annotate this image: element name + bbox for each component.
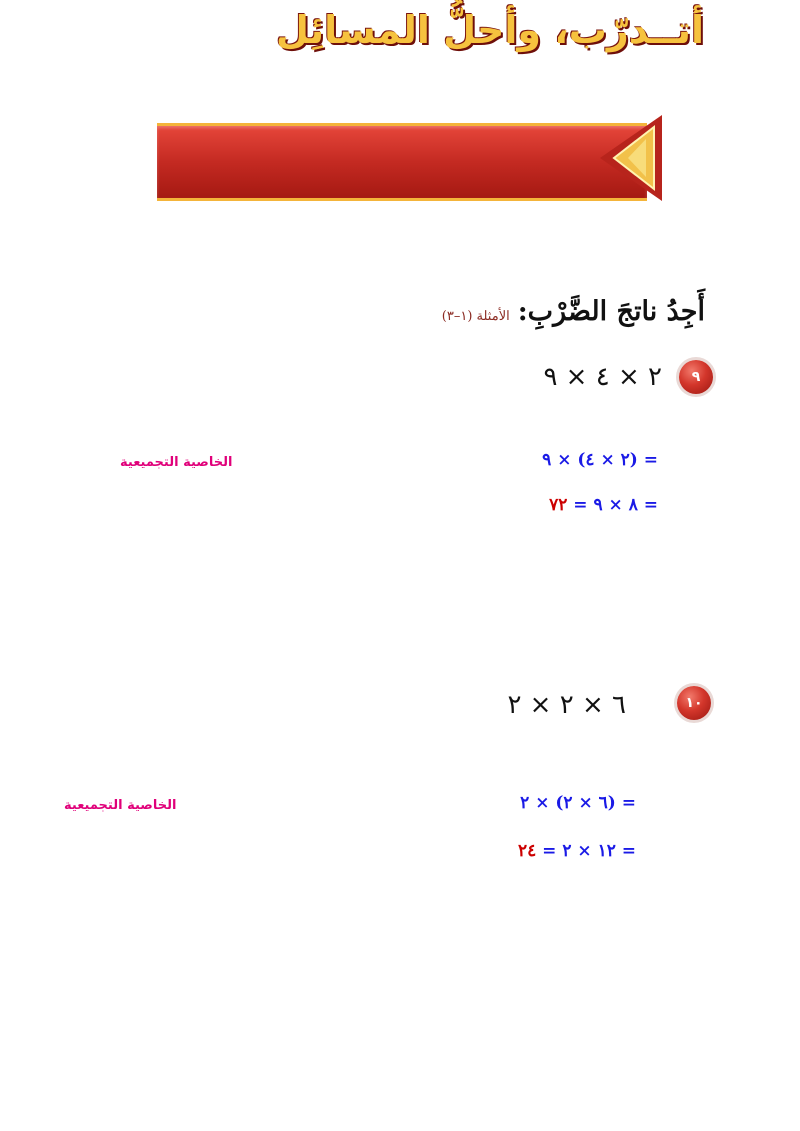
property-note: الخاصية التجميعية [64,798,177,813]
problem-expression: ٦ × ٢ × ٢ [507,690,626,720]
problem-expression: ٢ × ٤ × ٩ [543,362,662,392]
section-banner [157,123,647,201]
exercise-heading [442,296,705,327]
banner-title: أتــدرّب، وأحلُّ المسائِل [275,8,704,52]
work-step-2-lhs: = ١٢ × ٢ = [542,841,636,861]
work-step-2-lhs: = ٨ × ٩ = [573,495,658,515]
problem-number-badge: ١٠ [677,686,711,720]
heading-title: أَجِدُ ناتجَ الضَّرْبِ: [517,296,705,327]
work-result: ٢٤ [517,841,537,861]
examples-reference: الأمثلة (١–٣) [441,309,510,324]
work-step-1: = (٦ × ٢) × ٢ [520,793,636,813]
property-note: الخاصية التجميعية [120,455,233,470]
banner-arrow-icon [600,115,662,201]
problem-number-badge: ٩ [679,360,713,394]
work-step-2 [549,495,658,515]
work-result: ٧٢ [549,495,568,515]
work-step-2 [518,841,636,861]
work-step-1: = (٢ × ٤) × ٩ [542,450,658,470]
